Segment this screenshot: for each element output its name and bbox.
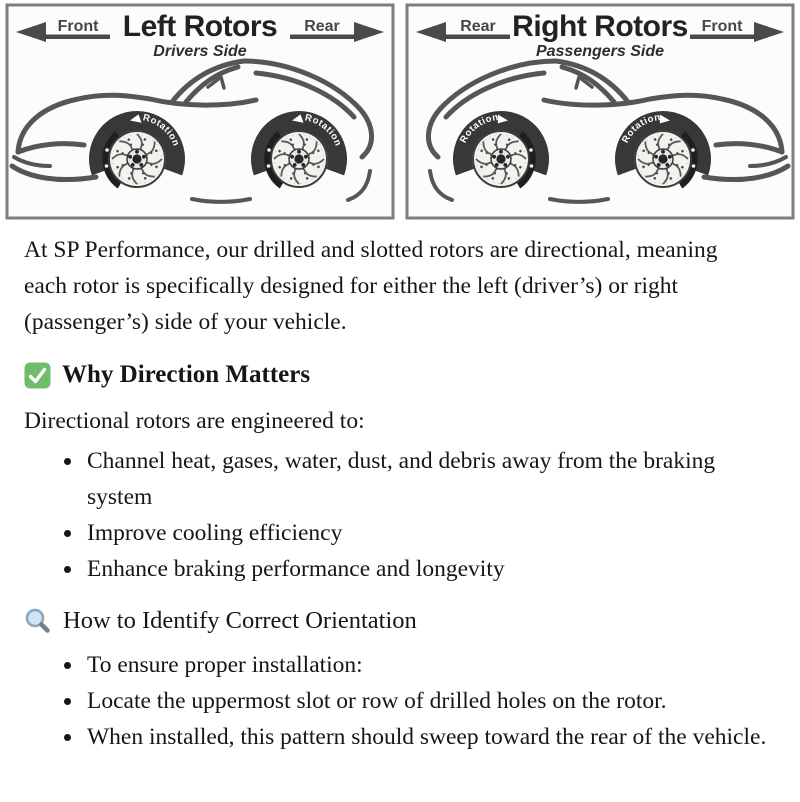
left-panel-front-label: Front <box>57 18 99 35</box>
bullet-item: • When installed, this pattern should sweep toward the rear of the vehicle. <box>84 719 774 755</box>
section-heading-why-direction-matters <box>24 361 776 389</box>
bullet-item: • Enhance braking performance and longevity <box>84 551 732 587</box>
section-heading-text: How to Identify Correct Orientation <box>63 607 417 634</box>
bullet-item: • Improve cooling efficiency <box>84 515 732 551</box>
magnifying-glass-icon <box>24 607 52 635</box>
left-panel-rear-label: Rear <box>304 18 340 35</box>
section-heading-identify-orientation <box>24 607 776 635</box>
svg-text:Rotation: Rotation <box>619 111 662 145</box>
intro-paragraph: At SP Performance, our drilled and slotted rotors are directional, meaning each rotor is specifically designed for either the left (driver’s) or right (passenger’s) side of your vehicle. <box>24 237 718 335</box>
bullet-item: • Locate the uppermost slot or row of drilled holes on the rotor. <box>84 683 774 719</box>
benefits-list <box>24 443 732 587</box>
bullet-item: • Channel heat, gases, water, dust, and debris away from the braking system <box>84 443 732 515</box>
right-rotors-panel <box>407 5 793 218</box>
right-panel-title: Right Rotors <box>512 10 688 43</box>
left-rotors-panel <box>7 5 393 218</box>
right-panel-front-label: Front <box>701 18 743 35</box>
svg-text:Rotation: Rotation <box>141 112 182 149</box>
rotor-direction-figure <box>4 2 800 222</box>
check-mark-icon <box>24 362 51 389</box>
article-body <box>0 232 800 755</box>
right-panel-rear-label: Rear <box>460 18 496 35</box>
right-panel-subtitle: Passengers Side <box>535 43 665 60</box>
orientation-list <box>24 647 774 755</box>
benefits-lead: Directional rotors are engineered to: <box>24 408 365 434</box>
section-heading-text: Why Direction Matters <box>62 361 311 388</box>
left-panel-subtitle: Drivers Side <box>153 43 247 60</box>
bullet-item: • To ensure proper installation: <box>84 647 774 683</box>
left-panel-title: Left Rotors <box>122 10 278 43</box>
svg-text:Rotation: Rotation <box>303 112 344 149</box>
svg-text:Rotation: Rotation <box>457 111 500 145</box>
